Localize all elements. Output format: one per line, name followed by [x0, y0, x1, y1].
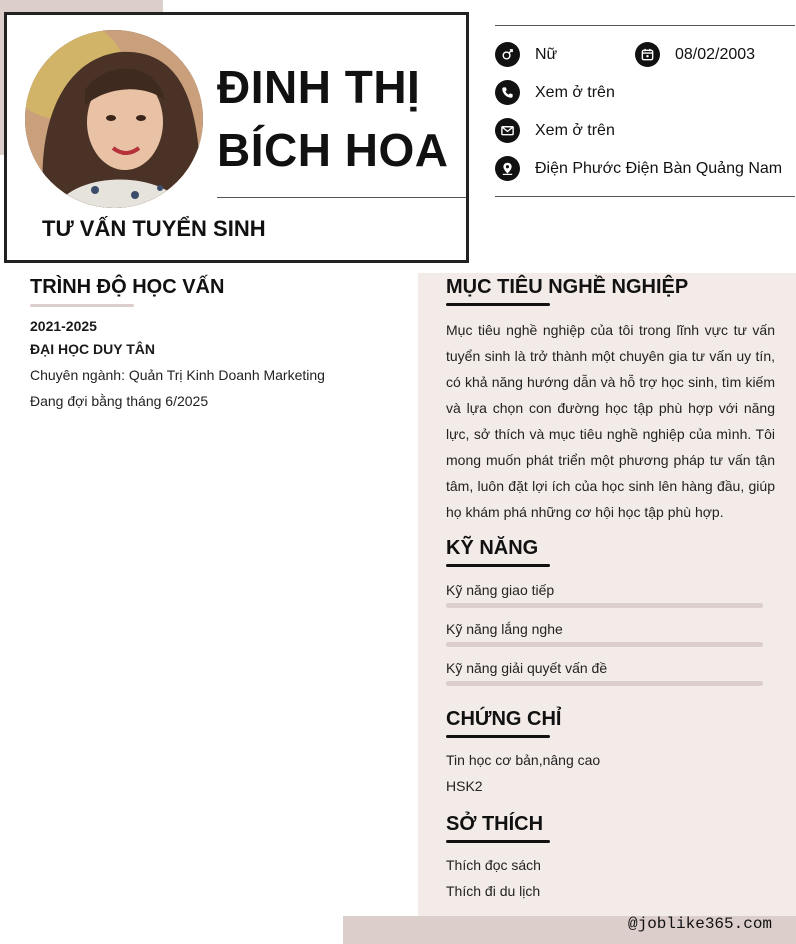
contact-divider-top [495, 25, 795, 26]
skill-bar-fill [446, 681, 763, 686]
phone-value: Xem ở trên [535, 84, 615, 101]
skills-heading-underline [446, 564, 550, 567]
skill-bar [446, 642, 763, 647]
full-name [217, 56, 448, 182]
hobbies-heading-underline [446, 840, 550, 843]
certificates-heading-underline [446, 735, 550, 738]
gender-value: Nữ [535, 46, 558, 63]
education-major: Chuyên ngành: Quản Trị Kinh Doanh Marketing [30, 367, 325, 383]
hobbies-heading: SỞ THÍCH [446, 813, 544, 835]
profile-photo [25, 30, 203, 208]
birthdate-value: 08/02/2003 [675, 46, 756, 63]
contact-divider-bottom [495, 196, 795, 197]
education-heading-underline [30, 304, 134, 307]
hobby-item: Thích đi du lịch [446, 883, 541, 899]
hobby-item: Thích đọc sách [446, 857, 541, 873]
certificate-item: HSK2 [446, 778, 483, 794]
email-value: Xem ở trên [535, 122, 615, 139]
skill-bar [446, 681, 763, 686]
phone-icon [495, 80, 520, 105]
certificate-item: Tin học cơ bản,nâng cao [446, 752, 601, 768]
skill-bar-fill [446, 642, 763, 647]
address-value: Điện Phước Điện Bàn Quảng Nam [535, 160, 783, 177]
name-divider [217, 197, 466, 198]
watermark: @joblike365.com [628, 915, 773, 933]
mail-icon [495, 118, 520, 143]
education-heading: TRÌNH ĐỘ HỌC VẤN [30, 276, 225, 298]
name-line-2: BÍCH HOA [217, 124, 449, 176]
header-box-left-border [4, 12, 7, 263]
gender-icon [495, 42, 520, 67]
calendar-icon [635, 42, 660, 67]
job-title: TƯ VẤN TUYỂN SINH [42, 216, 266, 241]
skill-label: Kỹ năng lắng nghe [446, 621, 563, 637]
location-icon [495, 156, 520, 181]
name-line-1: ĐINH THỊ [217, 61, 421, 113]
skill-label: Kỹ năng giao tiếp [446, 582, 555, 598]
skill-bar-fill [446, 603, 763, 608]
skills-heading: KỸ NĂNG [446, 537, 539, 559]
objective-heading: MỤC TIÊU NGHỀ NGHIỆP [446, 276, 689, 298]
objective-text: Mục tiêu nghề nghiệp của tôi trong lĩnh vực tư vấn tuyển sinh là trở thành một chuyên gia tư vấn uy tín, có khả năng hướng dẫn và hỗ trợ học sinh, tìm kiếm và lựa chọn con đường học tập phù hợp với năng lực, sở thích và mục tiêu nghề nghiệp của mình. Tôi mong muốn phát triển một phương pháp tư vấn tận tâm, luôn đặt lợi ích của học sinh lên hàng đầu, giúp họ khám phá những cơ hội học tập phù hợp. [446, 322, 775, 520]
objective-heading-underline [446, 303, 550, 306]
skill-label: Kỹ năng giải quyết vấn đề [446, 660, 608, 676]
education-years: 2021-2025 [30, 318, 97, 334]
education-status: Đang đợi bằng tháng 6/2025 [30, 393, 209, 409]
education-school: ĐẠI HỌC DUY TÂN [30, 341, 155, 357]
skill-bar [446, 603, 763, 608]
profile-photo-illustration [25, 30, 203, 208]
certificates-heading: CHỨNG CHỈ [446, 708, 562, 730]
